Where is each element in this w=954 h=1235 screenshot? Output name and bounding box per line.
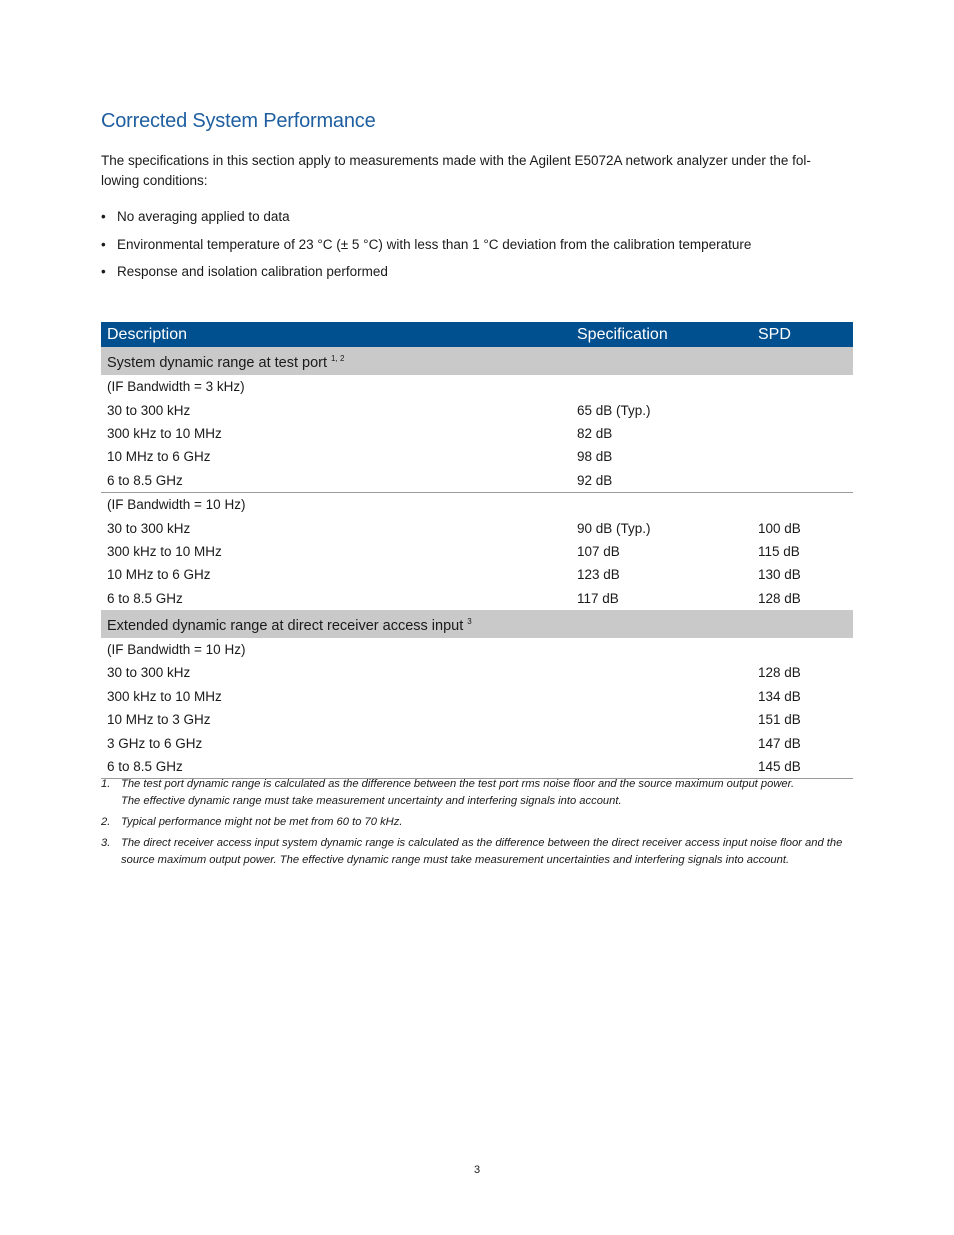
table-header-row: [101, 322, 853, 347]
table-row: 300 kHz to 10 MHz 107 dB 115 dB: [107, 543, 800, 559]
page-title: Corrected System Performance: [101, 110, 376, 132]
page-number: 3: [473, 1164, 481, 1176]
header-specification: Specification: [571, 322, 752, 347]
intro-paragraph: The specifications in this section apply to measurements made with the Agilent E5072A network analyzer under the fol- lowing conditions:: [101, 153, 811, 188]
footnote: 1. The test port dynamic range is calculated as the difference between the test port rms noise floor and the source maximum output power. The effective dynamic range must take measurement uncertainty and interfering signals into account.: [101, 778, 795, 807]
table-row: 30 to 300 kHz 65 dB (Typ.): [107, 402, 651, 418]
section-label: System dynamic range at test port: [107, 355, 328, 371]
section-row: [101, 347, 853, 375]
condition-item: • No averaging applied to data: [101, 205, 751, 233]
table-row: 300 kHz to 10 MHz 134 dB: [107, 688, 801, 704]
table-row: 6 to 8.5 GHz 117 dB 128 dB: [107, 590, 801, 606]
footnote: 3. The direct receiver access input system dynamic range is calculated as the difference between the direct receiver access input noise floor and the source maximum output power. The effective dynamic range must take measurement uncertainties and interfering signals into account.: [101, 837, 843, 866]
bullet-icon: •: [101, 236, 106, 252]
table-row: 30 to 300 kHz 90 dB (Typ.) 100 dB: [107, 520, 801, 536]
footnote-ref: 1, 2: [331, 354, 345, 363]
table-row: 30 to 300 kHz 128 dB: [107, 665, 801, 681]
table-row: 6 to 8.5 GHz 145 dB: [101, 755, 853, 779]
bullet-icon: •: [101, 209, 106, 224]
bandwidth-note-row: (IF Bandwidth = 10 Hz): [107, 642, 246, 658]
bullet-icon: •: [101, 264, 106, 279]
table-row: 3 GHz to 6 GHz 147 dB: [107, 735, 801, 751]
table-row: 300 kHz to 10 MHz 82 dB: [107, 425, 613, 441]
table-row: 10 MHz to 6 GHz 98 dB: [107, 449, 613, 465]
bandwidth-note-row: (IF Bandwidth = 3 kHz): [107, 379, 245, 395]
condition-item: • Environmental temperature of 23 °C (± 5 °C) with less than 1 °C deviation from the calibration temperature: [101, 233, 751, 261]
conditions-list: [101, 205, 751, 288]
table-row: 10 MHz to 6 GHz 123 dB 130 dB: [107, 567, 801, 583]
footnote: 2. Typical performance might not be met from 60 to 70 kHz.: [101, 816, 403, 828]
condition-item: • Response and isolation calibration performed: [101, 260, 751, 288]
table-row: 10 MHz to 3 GHz 151 dB: [107, 712, 801, 728]
table-row: 6 to 8.5 GHz 92 dB: [101, 469, 853, 493]
footnotes: [101, 776, 853, 873]
footnote-ref: 3: [467, 616, 472, 626]
section-row: [101, 610, 853, 638]
bandwidth-note-row: (IF Bandwidth = 10 Hz): [107, 497, 246, 513]
section-label: Extended dynamic range at direct receiver access input: [107, 617, 464, 634]
spec-table: [101, 322, 853, 779]
header-description: Description: [101, 322, 571, 347]
header-spd: SPD: [752, 322, 853, 347]
